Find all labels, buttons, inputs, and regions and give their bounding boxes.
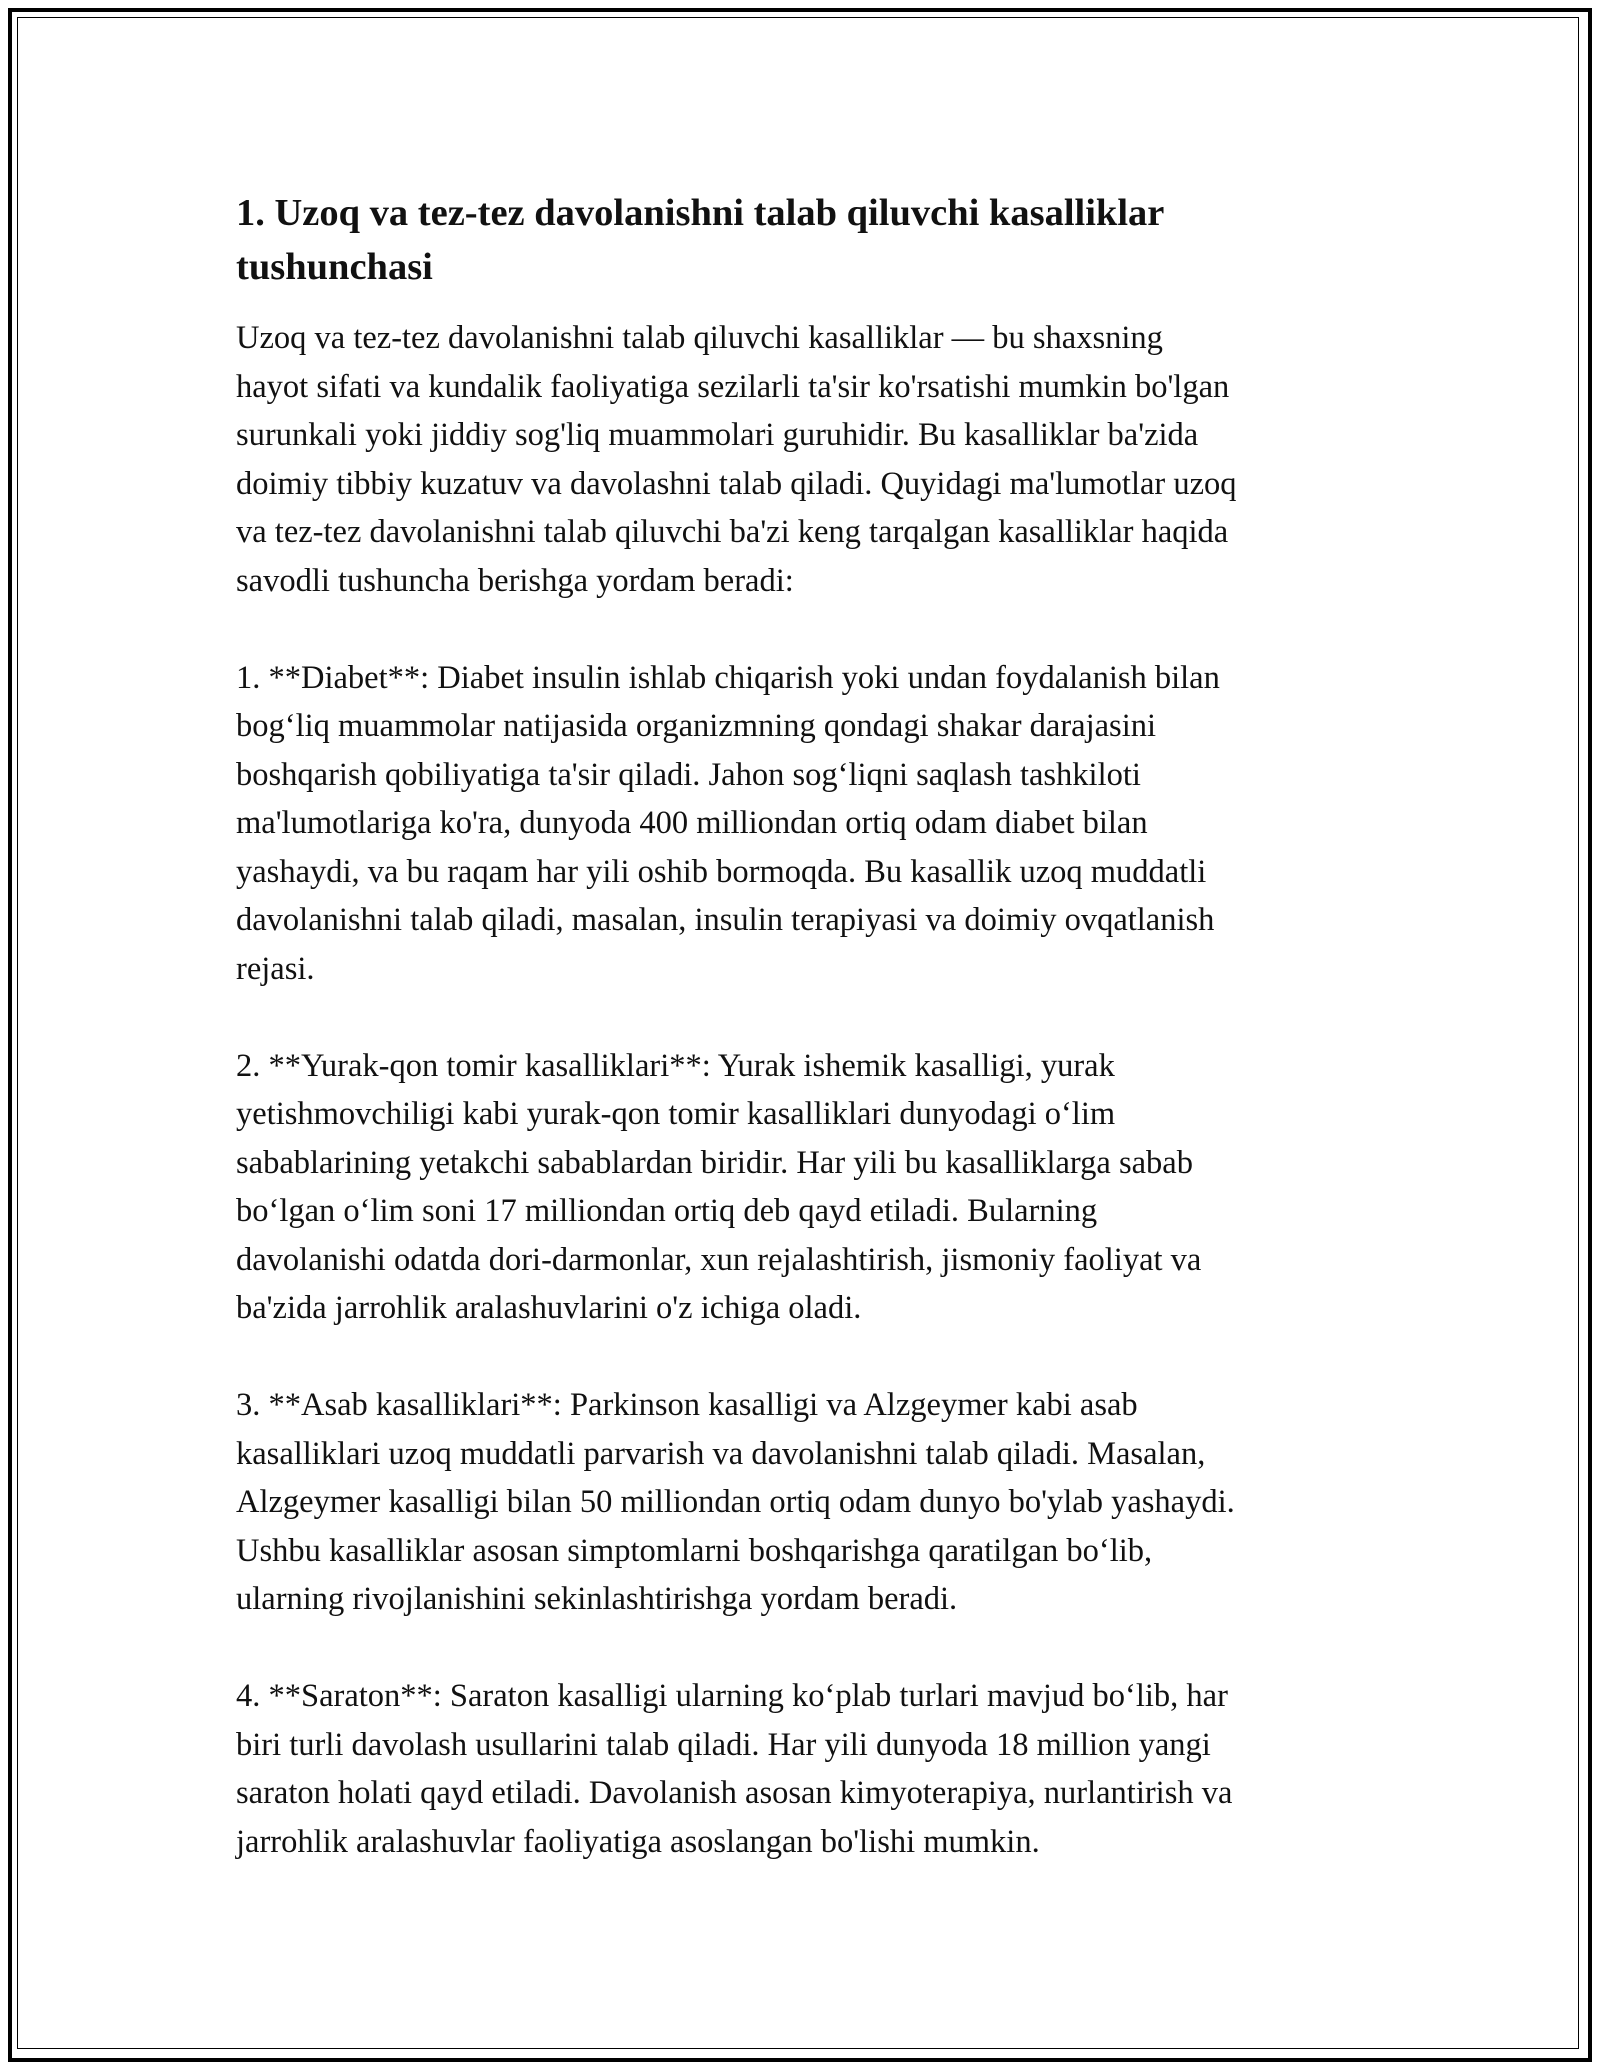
list-item-yurak-qon-tomir [236, 1042, 1376, 1333]
list-item-diabet [236, 654, 1376, 994]
text-line: ma'lumotlariga ko'ra, dunyoda 400 milliondan ortiq odam diabet bilan [236, 805, 1148, 841]
text-line: rejasi. [236, 950, 315, 987]
text-line: va tez-tez davolanishni talab qiluvchi ba'zi keng tarqalgan kasalliklar haqida [236, 514, 1229, 550]
paragraph-spacer [236, 605, 1376, 654]
document-body [236, 186, 1376, 1866]
text-line: surunkali yoki jiddiy sog'liq muammolari guruhidir. Bu kasalliklar ba'zida [236, 417, 1199, 453]
text-line: Ushbu kasalliklar asosan simptomlarni boshqarishga qaratilgan bo‘lib, [236, 1532, 1153, 1569]
text-line: bo‘lgan o‘lim soni 17 milliondan ortiq deb qayd etiladi. Bularning [236, 1193, 1098, 1229]
paragraph-spacer [236, 1624, 1376, 1673]
text-line: yetishmovchiligi kabi yurak-qon tomir kasalliklari dunyodagi o‘lim [236, 1096, 1116, 1132]
text-line: 3. **Asab kasalliklari**: Parkinson kasalligi va Alzgeymer kabi asab [236, 1387, 1138, 1423]
heading-line: 1. Uzoq va tez-tez davolanishni talab qiluvchi kasalliklar [236, 192, 1165, 234]
text-line: davolanishi odatda dori-darmonlar, xun rejalashtirish, jismoniy faoliyat va [236, 1241, 1202, 1278]
text-line: ba'zida jarrohlik aralashuvlarini o'z ichiga oladi. [236, 1290, 862, 1326]
text-line: boshqarish qobiliyatiga ta'sir qiladi. Jahon sog‘liqni saqlash tashkiloti [236, 756, 1141, 793]
paragraph-spacer [236, 1333, 1376, 1382]
text-line: 2. **Yurak-qon tomir kasalliklari**: Yurak ishemik kasalligi, yurak [236, 1047, 1115, 1084]
text-line: Uzoq va tez-tez davolanishni talab qiluvchi kasalliklar — bu shaxsning [236, 320, 1163, 356]
intro-paragraph [236, 314, 1376, 605]
text-line: jarrohlik aralashuvlar faoliyatiga asoslangan bo'lishi mumkin. [236, 1823, 1040, 1860]
text-line: 1. **Diabet**: Diabet insulin ishlab chiqarish yoki undan foydalanish bilan [236, 659, 1220, 696]
text-line: biri turli davolash usullarini talab qiladi. Har yili dunyoda 18 million yangi [236, 1726, 1211, 1763]
heading-line: tushunchasi [236, 246, 433, 288]
text-line: 4. **Saraton**: Saraton kasalligi ularning ko‘plab turlari mavjud bo‘lib, har [236, 1678, 1228, 1714]
text-line: doimiy tibbiy kuzatuv va davolashni talab qiladi. Quyidagi ma'lumotlar uzoq [236, 465, 1237, 502]
list-item-asab [236, 1381, 1376, 1624]
section-heading [236, 186, 1376, 294]
text-line: saraton holati qayd etiladi. Davolanish asosan kimyoterapiya, nurlantirish va [236, 1775, 1233, 1811]
text-line: yashaydi, va bu raqam har yili oshib bormoqda. Bu kasallik uzoq muddatli [236, 853, 1207, 890]
text-line: ularning rivojlanishini sekinlashtirishga yordam beradi. [236, 1581, 958, 1617]
text-line: savodli tushuncha berishga yordam beradi: [236, 562, 794, 599]
text-line: kasalliklari uzoq muddatli parvarish va davolanishni talab qiladi. Masalan, [236, 1435, 1206, 1472]
text-line: sabablarining yetakchi sabablardan biridir. Har yili bu kasalliklarga sabab [236, 1144, 1193, 1181]
paragraph-spacer [236, 993, 1376, 1042]
text-line: Alzgeymer kasalligi bilan 50 milliondan ortiq odam dunyo bo'ylab yashaydi. [236, 1484, 1235, 1520]
text-line: davolanishni talab qiladi, masalan, insulin terapiyasi va doimiy ovqatlanish [236, 902, 1215, 938]
text-line: hayot sifati va kundalik faoliyatiga sezilarli ta'sir ko'rsatishi mumkin bo'lgan [236, 368, 1230, 405]
list-item-saraton [236, 1672, 1376, 1866]
text-line: bog‘liq muammolar natijasida organizmning qondagi shakar darajasini [236, 708, 1156, 744]
